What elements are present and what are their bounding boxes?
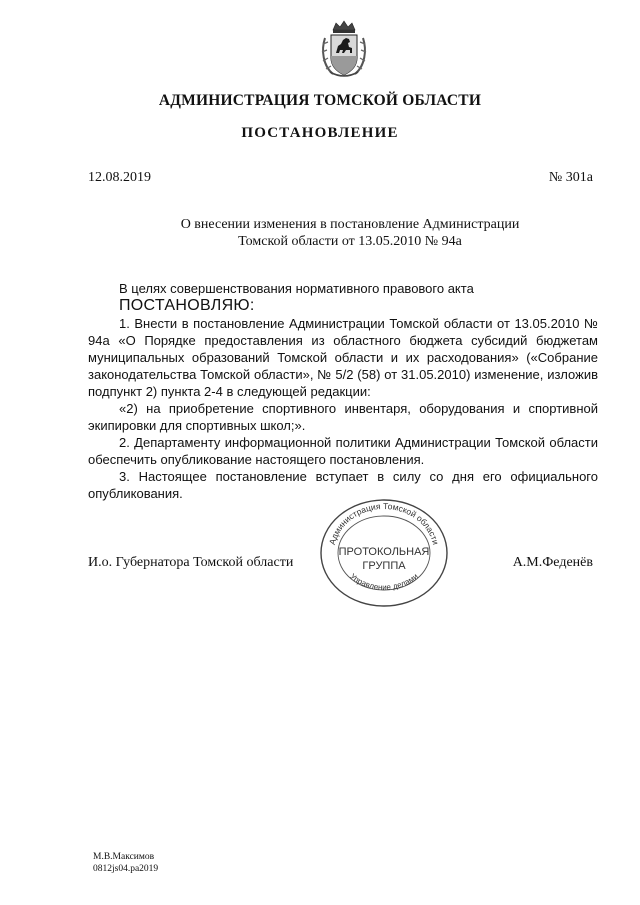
decree-word: ПОСТАНОВЛЯЮ: [119, 297, 255, 314]
subject-line-2: Томской области от 13.05.2010 № 94а [238, 234, 462, 249]
stamp-center-line-2: ГРУППА [362, 560, 406, 572]
item-2: 2. Департаменту информационной политики Администрации Томской области обеспечить опубликование настоящего постановления. [88, 435, 598, 467]
organization-title: АДМИНИСТРАЦИЯ ТОМСКОЙ ОБЛАСТИ [158, 92, 482, 109]
item-1-quote: «2) на приобретение спортивного инвентаря, оборудования и спортивной экипировки для спортивных школ;». [88, 401, 598, 433]
svg-text:Управление делами [348, 572, 420, 592]
document-subject [120, 216, 580, 250]
item-3: 3. Настоящее постановление вступает в силу со дня его официального опубликования. [88, 469, 598, 501]
document-date: 12.08.2019 [88, 170, 151, 185]
document-type-title: ПОСТАНОВЛЕНИЕ [241, 125, 399, 141]
signatory-name: А.М.Феденёв [512, 555, 593, 570]
coat-of-arms-icon [319, 20, 369, 80]
stamp-outer-top-text: Администрация Томской области [326, 500, 442, 546]
footer-file-code: 0812js04.pa2019 [93, 864, 159, 874]
stamp-outer-bottom-text: Управление делами [348, 571, 420, 592]
stamp-center-line-1: ПРОТОКОЛЬНАЯ [338, 546, 430, 558]
preamble: В целях совершенствования нормативного правового акта [119, 281, 474, 296]
svg-text:Администрация Томской области [327, 501, 441, 546]
footer-author: М.В.Максимов [93, 852, 155, 862]
item-1: 1. Внести в постановление Администрации Томской области от 13.05.2010 № 94а «О Порядке предоставления из областного бюджета субсидий бюджетам муниципальных образований Томской области и их расходования» («Собрание законодательства Томской области», № 5/2 (58) от 31.05.2010) изменение, изложив подпункт 2) пункта 2-4 в следующей редакции: [88, 316, 598, 399]
footer [93, 851, 158, 875]
document-number: № 301а [548, 170, 593, 185]
subject-line-1: О внесении изменения в постановление Администрации [180, 217, 520, 232]
official-stamp [318, 497, 450, 609]
signatory-position: И.о. Губернатора Томской области [88, 555, 294, 570]
document-body [88, 280, 598, 502]
